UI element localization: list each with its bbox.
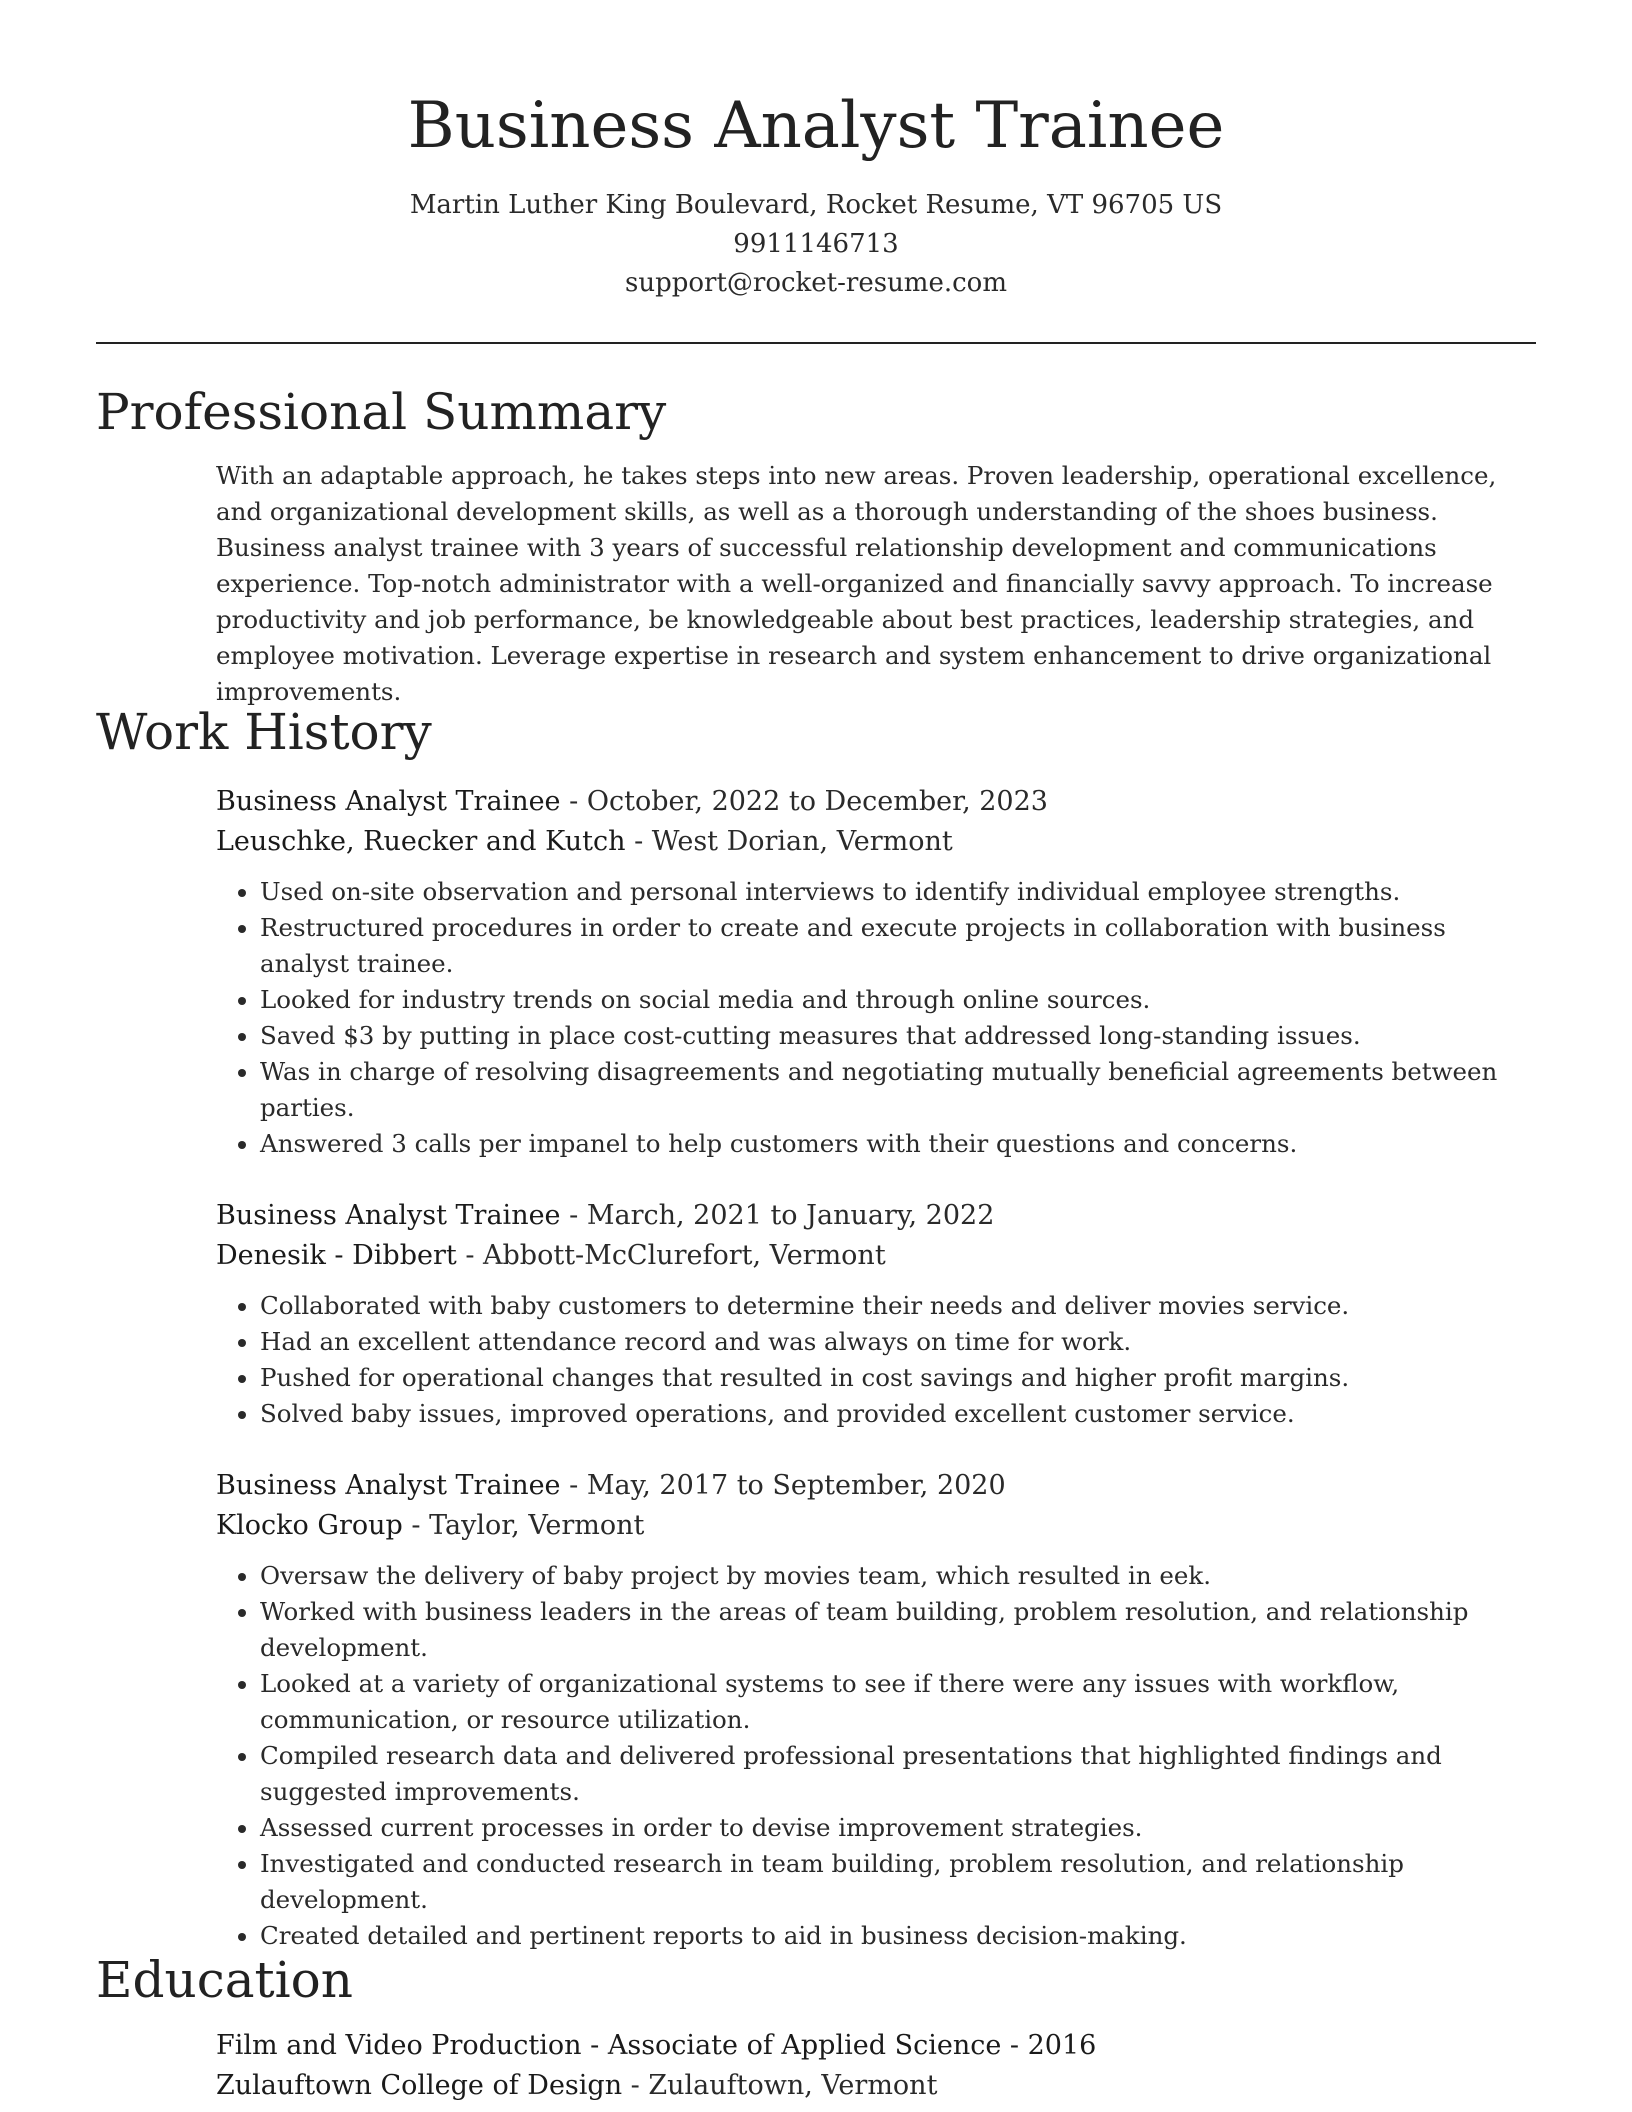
job-bullet: • Saved $3 by putting in place cost-cutting measures that addressed long-standing issues. <box>260 1018 1536 1054</box>
contact-email: support@rocket-resume.com <box>624 268 1007 298</box>
job-dates: - March, 2021 to January, 2022 <box>560 1200 995 1231</box>
education-degree: Film and Video Production - Associate of Applied Science - 2016 <box>216 2030 1097 2061</box>
job-role: Business Analyst Trainee <box>216 1200 561 1231</box>
job-company-line <box>216 1236 1536 1276</box>
resume-header <box>96 84 1536 303</box>
job-bullet: • Was in charge of resolving disagreements and negotiating mutually beneficial agreements between parties. <box>260 1054 1536 1126</box>
job-role: Business Analyst Trainee <box>216 1470 561 1501</box>
job-location: - Taylor, Vermont <box>402 1510 645 1541</box>
contact-address: Martin Luther King Boulevard, Rocket Resume, VT 96705 US <box>409 190 1223 220</box>
job-entry-1 <box>216 782 1536 1162</box>
summary-text: With an adaptable approach, he takes steps into new areas. Proven leadership, operational excellence, and organizational development skills, as well as a thorough understanding of the shoes business. Business analyst trainee with 3 years of successful relationship development and communications experience. Top-notch administrator with a well-organized and financially savvy approach. To increase productivity and job performance, be knowledgeable about best practices, leadership strategies, and employee motivation. Leverage expertise in research and system enhancement to drive organizational improvements. <box>216 461 1497 706</box>
education-entry-1 <box>216 2026 1536 2106</box>
job-company-line <box>216 1506 1536 1546</box>
job-bullet: • Solved baby issues, improved operations, and provided excellent customer service. <box>260 1396 1536 1432</box>
job-dates: - October, 2022 to December, 2023 <box>560 786 1048 817</box>
job-company-line <box>216 822 1536 862</box>
job-bullet: • Assessed current processes in order to devise improvement strategies. <box>260 1810 1536 1846</box>
job-title-line <box>216 782 1536 822</box>
job-title-line <box>216 1196 1536 1236</box>
job-entry-2 <box>216 1196 1536 1432</box>
education-school-line <box>216 2066 1536 2106</box>
job-bullet: • Created detailed and pertinent reports to aid in business decision-making. <box>260 1918 1536 1954</box>
section-title-education: Education <box>96 1951 353 2009</box>
job-bullets <box>216 1558 1536 1954</box>
job-bullet: • Restructured procedures in order to create and execute projects in collaboration with business analyst trainee. <box>260 910 1536 982</box>
education-school: Zulauftown College of Design <box>216 2070 623 2101</box>
section-title-work-history: Work History <box>96 703 432 761</box>
job-bullet: • Investigated and conducted research in team building, problem resolution, and relationship development. <box>260 1846 1536 1918</box>
job-title-line <box>216 1466 1536 1506</box>
education-degree-line <box>216 2026 1536 2066</box>
job-bullet: • Looked for industry trends on social media and through online sources. <box>260 982 1536 1018</box>
job-dates: - May, 2017 to September, 2020 <box>560 1470 1006 1501</box>
job-bullet: • Worked with business leaders in the areas of team building, problem resolution, and relationship development. <box>260 1594 1536 1666</box>
job-company: Denesik - Dibbert <box>216 1240 457 1271</box>
job-entry-3 <box>216 1466 1536 1954</box>
job-company: Leuschke, Ruecker and Kutch <box>216 826 626 857</box>
contact-phone: 9911146713 <box>733 229 899 259</box>
header-divider <box>96 342 1536 344</box>
job-bullet: • Looked at a variety of organizational systems to see if there were any issues with workflow, communication, or resource utilization. <box>260 1666 1536 1738</box>
job-bullets <box>216 1288 1536 1432</box>
job-role: Business Analyst Trainee <box>216 786 561 817</box>
job-company: Klocko Group <box>216 1510 403 1541</box>
job-bullets <box>216 874 1536 1162</box>
summary-section <box>216 458 1536 710</box>
section-title-summary: Professional Summary <box>96 383 667 441</box>
job-bullet: • Oversaw the delivery of baby project by movies team, which resulted in eek. <box>260 1558 1536 1594</box>
job-location: - Abbott-McClurefort, Vermont <box>456 1240 886 1271</box>
contact-block <box>96 186 1536 303</box>
job-bullet: • Compiled research data and delivered professional presentations that highlighted findings and suggested improvements. <box>260 1738 1536 1810</box>
job-bullet: • Used on-site observation and personal interviews to identify individual employee strengths. <box>260 874 1536 910</box>
resume-name: Business Analyst Trainee <box>407 89 1225 163</box>
job-location: - West Dorian, Vermont <box>625 826 953 857</box>
job-bullet: • Answered 3 calls per impanel to help customers with their questions and concerns. <box>260 1126 1536 1162</box>
job-bullet: • Pushed for operational changes that resulted in cost savings and higher profit margins. <box>260 1360 1536 1396</box>
education-location: - Zulauftown, Vermont <box>622 2070 938 2101</box>
job-bullet: • Collaborated with baby customers to determine their needs and deliver movies service. <box>260 1288 1536 1324</box>
job-bullet: • Had an excellent attendance record and was always on time for work. <box>260 1324 1536 1360</box>
